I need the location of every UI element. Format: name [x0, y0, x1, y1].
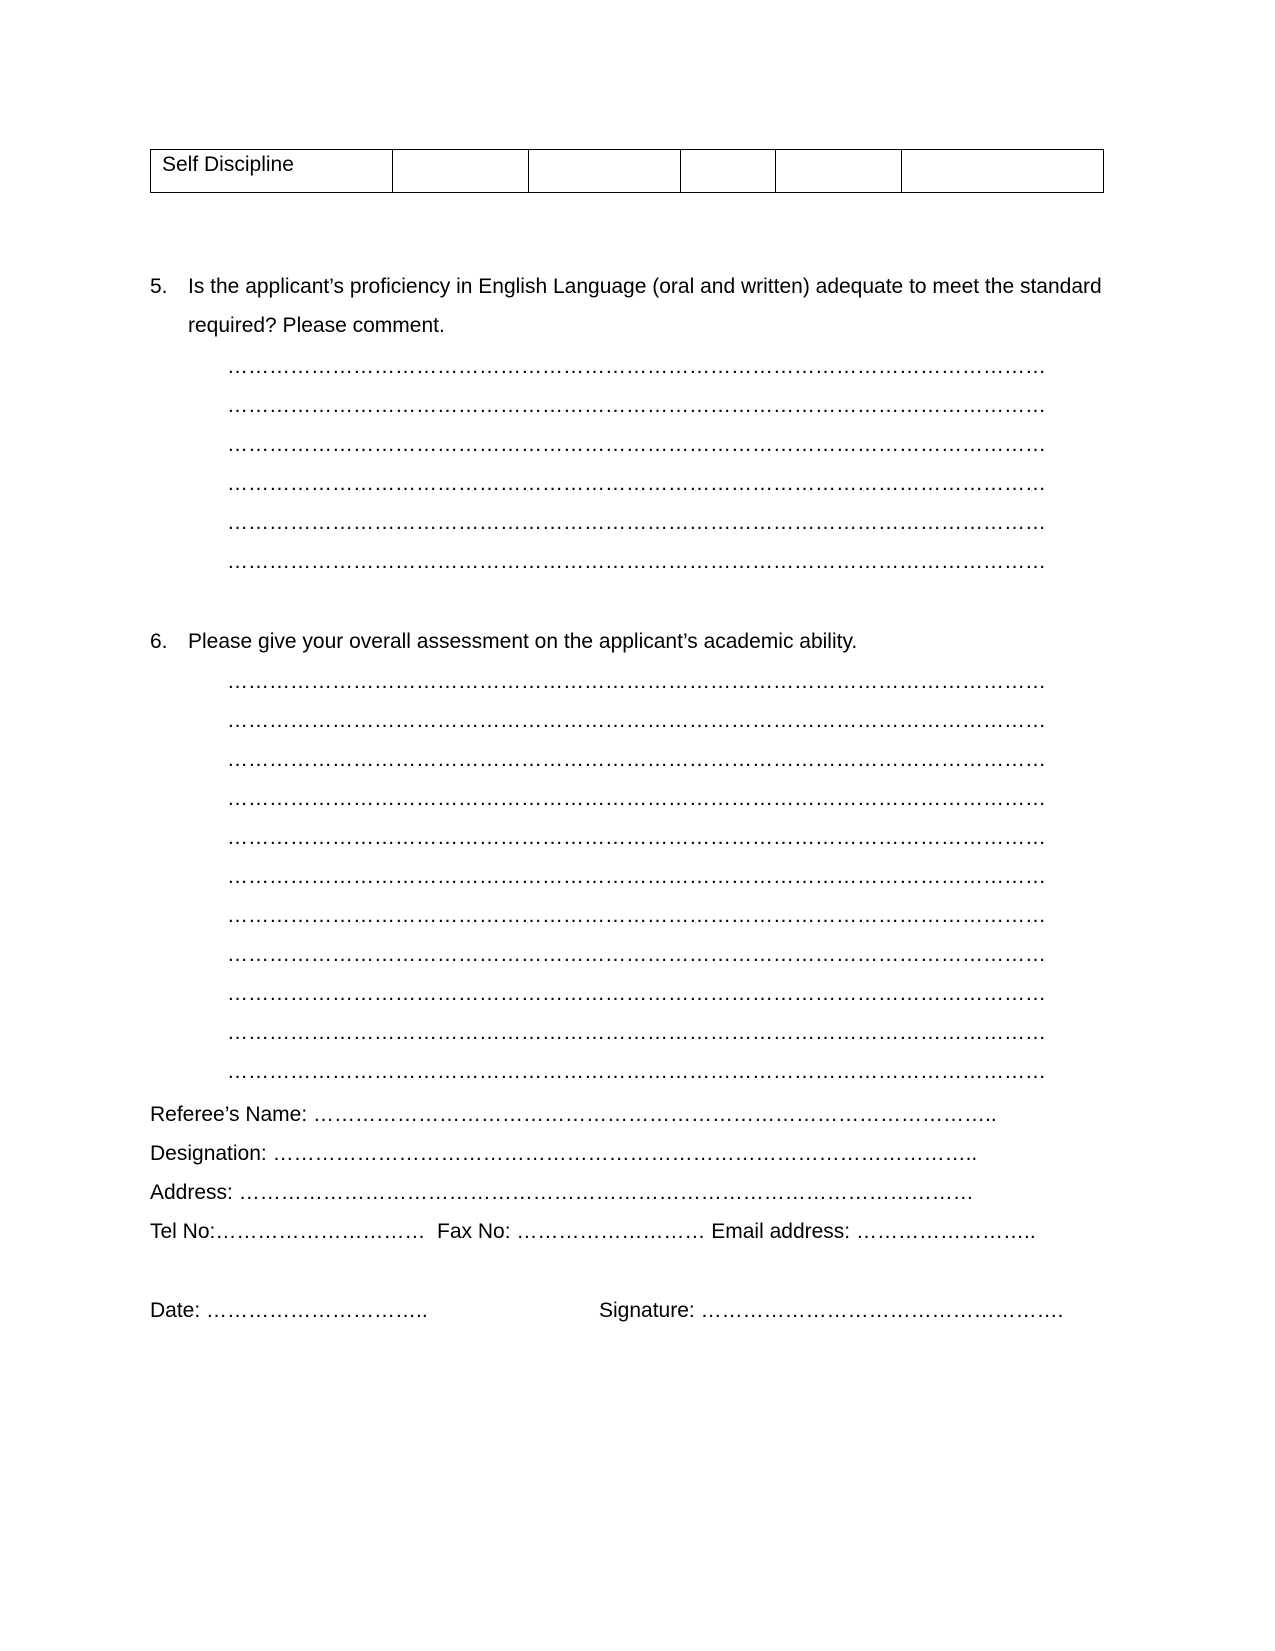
question-5 [150, 267, 1110, 345]
rating-cell[interactable] [393, 150, 529, 193]
date-input[interactable]: ………………………….. [206, 1299, 428, 1322]
criterion-label: Self Discipline [151, 150, 393, 193]
address-input[interactable]: …………………………………………………………………………………………… [238, 1181, 974, 1204]
fax-label: Fax No: [437, 1220, 511, 1243]
answer-line[interactable]: ……………………………………………………………………………………………………… [227, 511, 1046, 534]
answer-line[interactable]: ……………………………………………………………………………………………………… [227, 355, 1046, 378]
question-text: Please give your overall assessment on the applicant’s academic ability. [188, 630, 858, 653]
question-number: 6. [150, 630, 168, 653]
rating-cell[interactable] [902, 150, 1104, 193]
address-label: Address: [150, 1181, 233, 1204]
question-6 [150, 622, 1110, 661]
answer-line[interactable]: ……………………………………………………………………………………………………… [227, 748, 1046, 771]
answer-line[interactable]: ……………………………………………………………………………………………………… [227, 826, 1046, 849]
answer-lines-q6[interactable] [227, 662, 1127, 1091]
tel-input[interactable]: ………………………… [215, 1220, 426, 1243]
answer-line[interactable]: ……………………………………………………………………………………………………… [227, 670, 1046, 693]
designation-label: Designation: [150, 1142, 267, 1165]
contact-fields [150, 1212, 1036, 1251]
question-text: Is the applicant’s proficiency in English Language (oral and written) adequate to meet the standard required? Please comment. [188, 275, 1102, 337]
table-row [151, 150, 1104, 193]
signature-field [599, 1291, 1063, 1330]
question-number: 5. [150, 275, 168, 298]
answer-line[interactable]: ……………………………………………………………………………………………………… [227, 550, 1046, 573]
fax-input[interactable]: ……………………… [516, 1220, 706, 1243]
rating-cell[interactable] [529, 150, 681, 193]
referee-name-field [150, 1095, 997, 1134]
answer-line[interactable]: ……………………………………………………………………………………………………… [227, 1021, 1046, 1044]
tel-label: Tel No: [150, 1220, 216, 1243]
address-field [150, 1173, 974, 1212]
rating-cell[interactable] [681, 150, 776, 193]
answer-line[interactable]: ……………………………………………………………………………………………………… [227, 1060, 1046, 1083]
signature-label: Signature: [599, 1299, 695, 1322]
answer-line[interactable]: ……………………………………………………………………………………………………… [227, 865, 1046, 888]
designation-field [150, 1134, 977, 1173]
answer-line[interactable]: ……………………………………………………………………………………………………… [227, 943, 1046, 966]
referee-name-label: Referee’s Name: [150, 1103, 308, 1126]
designation-input[interactable]: ……………………………………………………………………………………….. [272, 1142, 978, 1165]
signature-input[interactable]: ……………………………………………. [700, 1299, 1064, 1322]
date-field [150, 1291, 428, 1330]
answer-line[interactable]: ……………………………………………………………………………………………………… [227, 709, 1046, 732]
answer-lines-q5[interactable] [227, 347, 1127, 581]
date-label: Date: [150, 1299, 201, 1322]
email-input[interactable]: …………………….. [855, 1220, 1036, 1243]
answer-line[interactable]: ……………………………………………………………………………………………………… [227, 433, 1046, 456]
answer-line[interactable]: ……………………………………………………………………………………………………… [227, 394, 1046, 417]
email-label: Email address: [711, 1220, 851, 1243]
rating-cell[interactable] [776, 150, 902, 193]
answer-line[interactable]: ……………………………………………………………………………………………………… [227, 472, 1046, 495]
answer-line[interactable]: ……………………………………………………………………………………………………… [227, 982, 1046, 1005]
answer-line[interactable]: ……………………………………………………………………………………………………… [227, 787, 1046, 810]
rating-table [150, 149, 1104, 193]
answer-line[interactable]: ……………………………………………………………………………………………………… [227, 904, 1046, 927]
referee-name-input[interactable]: …………………………………………………………………………………….. [313, 1103, 997, 1126]
